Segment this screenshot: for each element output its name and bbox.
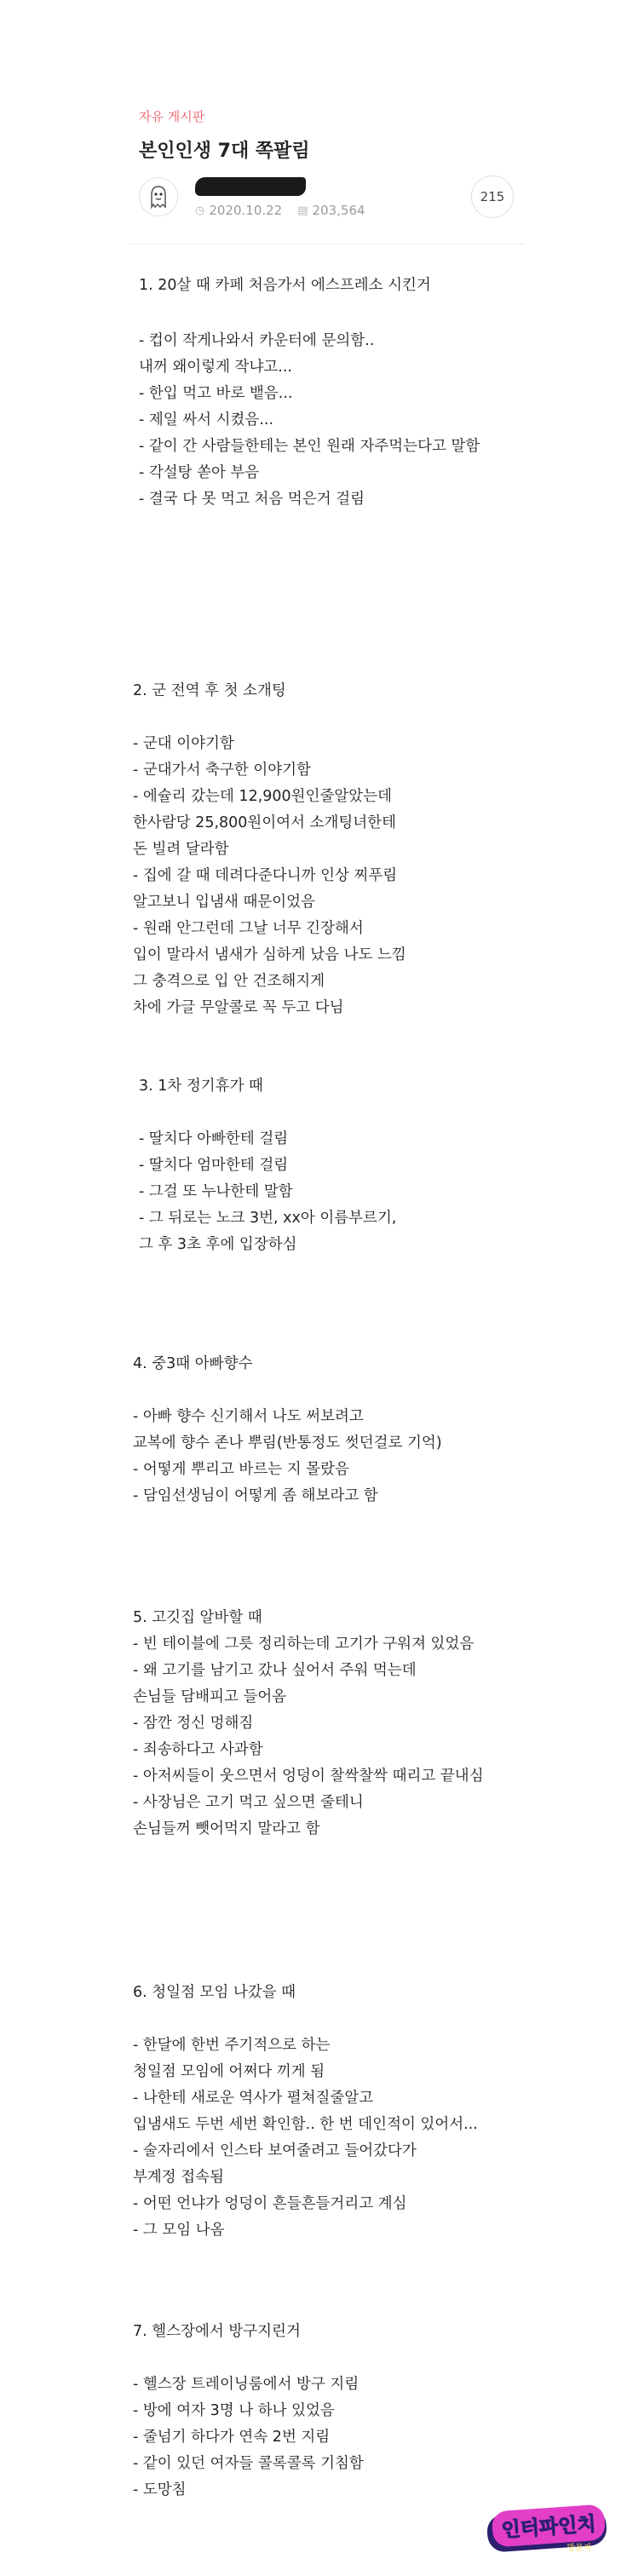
body-line: - 헬스장 트레이닝룸에서 방구 지림 (133, 2376, 359, 2393)
post-date: 2020.10.22 (209, 203, 283, 218)
body-line: - 같이 있던 여자들 콜록콜록 기침함 (133, 2455, 364, 2472)
body-line: - 담임선생님이 어떻게 좀 해보라고 함 (133, 1487, 378, 1504)
body-line: - 술자리에서 인스타 보여줄려고 들어갔다가 (133, 2142, 417, 2159)
body-line: 그 후 3초 후에 입장하심 (139, 1236, 297, 1253)
body-line: 부계정 접속됨 (133, 2169, 224, 2186)
comment-count-button[interactable]: 215 (471, 175, 514, 218)
ghost-avatar-icon[interactable] (139, 177, 178, 216)
author-name-redacted[interactable] (195, 177, 306, 196)
body-line: - 집에 갈 때 데려다준다니까 인상 찌푸림 (133, 867, 398, 884)
body-line: - 컵이 작게나와서 카운터에 문의함.. (139, 332, 375, 349)
body-line: 알고보니 입냄새 때문이었음 (133, 894, 315, 911)
body-line: - 그 모임 나옴 (133, 2222, 225, 2239)
document-icon: ▤ (297, 204, 308, 217)
body-line: 돈 빌려 달라함 (133, 841, 229, 858)
body-line: 청일점 모임에 어쩌다 끼게 됨 (133, 2063, 325, 2080)
body-line: 입이 말라서 냄새가 심하게 났음 나도 느낌 (133, 946, 406, 963)
view-count: 203,564 (312, 203, 365, 218)
body-line: - 나한테 새로운 역사가 펼쳐질줄알고 (133, 2090, 374, 2107)
clock-icon: ◷ (195, 204, 205, 217)
body-line: - 그 뒤로는 노크 3번, xx아 이름부르기, (139, 1210, 397, 1227)
section-heading: 3. 1차 정기휴가 때 (139, 1078, 263, 1095)
body-line: 손님들 담배피고 들어옴 (133, 1688, 287, 1705)
body-line: 손님들꺼 뺏어먹지 말라고 함 (133, 1820, 320, 1837)
body-line: - 죄송하다고 사과함 (133, 1741, 263, 1758)
body-line: - 왜 고기를 남기고 갔나 싶어서 주워 먹는데 (133, 1662, 417, 1679)
body-line: 그 충격으로 입 안 건조해지게 (133, 973, 325, 990)
post-meta (195, 203, 365, 218)
section-heading: 2. 군 전역 후 첫 소개팅 (133, 682, 286, 699)
body-line: - 줄넘기 하다가 연속 2번 지림 (133, 2429, 331, 2446)
board-category-link[interactable]: 자유 게시판 (139, 109, 205, 124)
body-line: - 딸치다 엄마한테 걸림 (139, 1157, 289, 1174)
body-line: 한사람당 25,800원이여서 소개팅녀한테 (133, 814, 397, 831)
body-line: - 어떻게 뿌리고 바르는 지 몰랐음 (133, 1461, 349, 1478)
body-line: - 군대가서 축구한 이야기함 (133, 762, 311, 779)
body-line: - 방에 여자 3명 나 하나 있었음 (133, 2402, 335, 2419)
watermark-subtext: 방문자 (566, 2544, 592, 2553)
body-line: - 어떤 언냐가 엉덩이 흔들흔들거리고 계심 (133, 2195, 407, 2212)
body-line: - 잠깐 정신 멍해짐 (133, 1715, 254, 1732)
body-line: 입냄새도 두번 세번 확인함.. 한 번 데인적이 있어서... (133, 2116, 478, 2133)
body-line: 차에 가글 무알콜로 꼭 두고 다님 (133, 999, 344, 1016)
body-line: - 한입 먹고 바로 뱉음... (139, 385, 293, 402)
body-line: - 각설탕 쏟아 부음 (139, 464, 260, 481)
body-line: - 도망침 (133, 2481, 187, 2498)
body-line: 교복에 향수 존나 뿌림(반통정도 썻던걸로 기억) (133, 1435, 442, 1452)
body-line: - 아빠 향수 신기해서 나도 써보려고 (133, 1408, 364, 1425)
body-line: - 같이 간 사람들한테는 본인 원래 자주먹는다고 말함 (139, 438, 480, 455)
body-line: - 결국 다 못 먹고 처음 먹은거 걸림 (139, 491, 365, 508)
body-line: - 빈 테이블에 그릇 정리하는데 고기가 구워져 있었음 (133, 1636, 474, 1653)
watermark-text: 인터파인치 (500, 2513, 597, 2542)
post-title: 본인인생 7대 쪽팔림 (139, 141, 310, 162)
section-heading: 6. 청일점 모임 나갔을 때 (133, 1984, 296, 2001)
body-line: - 원래 안그런데 그날 너무 긴장해서 (133, 920, 364, 937)
body-line: - 딸치다 아빠한테 걸림 (139, 1130, 289, 1147)
body-line: - 그걸 또 누나한테 말함 (139, 1183, 293, 1200)
body-line: - 사장님은 고기 먹고 싶으면 줄테니 (133, 1794, 364, 1811)
body-line: - 아저씨들이 웃으면서 엉덩이 찰싹찰싹 때리고 끝내심 (133, 1768, 484, 1785)
section-heading: 5. 고깃집 알바할 때 (133, 1609, 262, 1626)
logo-watermark (484, 2499, 612, 2559)
section-heading: 4. 중3때 아빠향수 (133, 1355, 253, 1372)
body-line: - 한달에 한번 주기적으로 하는 (133, 2037, 331, 2054)
body-line: - 군대 이야기함 (133, 735, 234, 752)
section-heading: 7. 헬스장에서 방구지린거 (133, 2323, 301, 2340)
section-heading: 1. 20살 때 카페 처음가서 에스프레소 시킨거 (139, 277, 431, 294)
body-line: - 제일 싸서 시켰음... (139, 411, 274, 428)
body-line: - 에슐리 갔는데 12,900원인줄알았는데 (133, 788, 392, 805)
body-line: 내꺼 왜이렇게 작냐고... (139, 359, 292, 376)
